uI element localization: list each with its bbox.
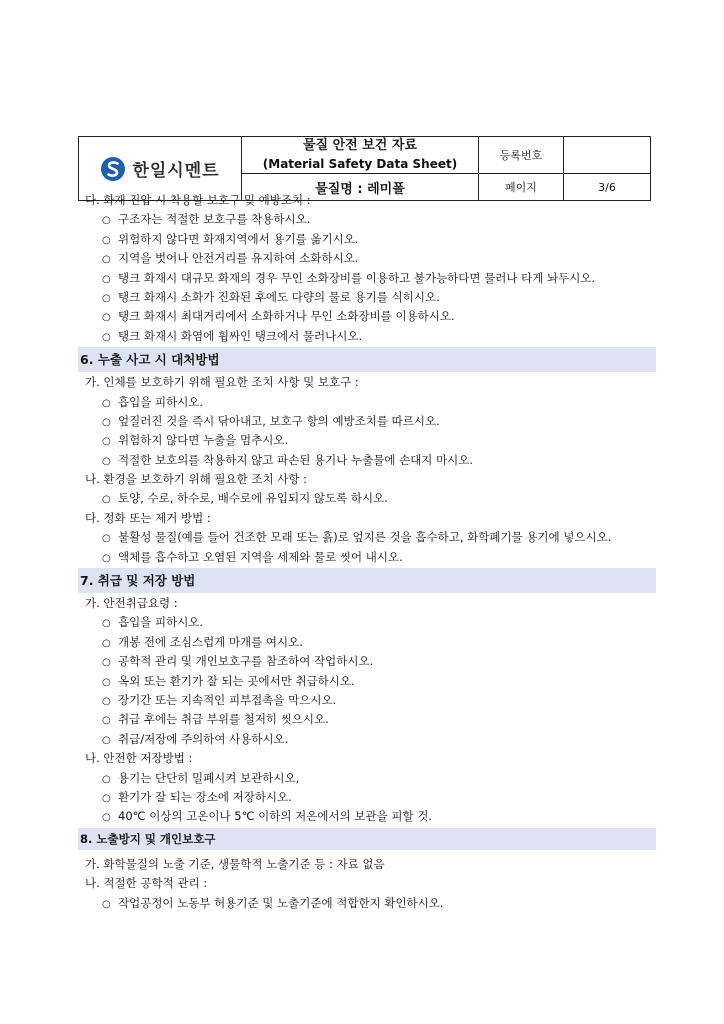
fire-list	[78, 210, 656, 346]
list-item-text: 취급 후에는 취급 부위를 철저히 씻으시오.	[118, 712, 329, 727]
list-item-text: 탱크 화재시 소화가 진화된 후에도 다량의 물로 용기를 식히시오.	[118, 289, 440, 304]
s6-b-heading: 나. 환경을 보호하기 위해 필요한 조치 사항 :	[85, 472, 307, 487]
bullet-icon: ○	[102, 397, 111, 409]
bullet-icon: ○	[102, 533, 111, 545]
list-item-text: 엎질러진 것을 즉시 닦아내고, 보호구 항의 예방조치를 따르시오.	[118, 413, 440, 428]
company-name: 한일시멘트	[132, 161, 220, 181]
list-item	[78, 894, 656, 913]
list-item-text: 작업공정이 노동부 허용기준 및 노출기준에 적합한지 확인하시오.	[118, 895, 444, 910]
list-item	[78, 548, 656, 567]
registration-value	[564, 137, 651, 174]
company-logo-icon	[100, 156, 126, 182]
list-item	[78, 249, 656, 268]
list-item	[78, 327, 656, 346]
bullet-icon: ○	[102, 494, 111, 506]
list-item	[78, 769, 656, 788]
bullet-icon: ○	[102, 273, 111, 285]
list-item-text: 장기간 또는 지속적인 피부접촉을 막으시오.	[118, 692, 337, 707]
bullet-icon: ○	[102, 657, 111, 669]
bullet-icon: ○	[102, 455, 111, 467]
s7-b-list	[78, 769, 656, 827]
list-item-text: 적절한 보호의를 착용하지 않고 파손된 용기나 누출물에 손대지 마시오.	[118, 452, 474, 467]
bullet-icon: ○	[102, 254, 111, 266]
document-body	[78, 191, 656, 913]
list-item	[78, 807, 656, 826]
section-6-title: 6. 누출 사고 시 대처방법	[78, 347, 656, 372]
list-item	[78, 730, 656, 749]
bullet-icon: ○	[102, 552, 111, 564]
bullet-icon: ○	[102, 695, 111, 707]
list-item	[78, 633, 656, 652]
material-name: 물질명 : 레미폴	[242, 174, 479, 201]
bullet-icon: ○	[102, 676, 111, 688]
s6-a-list	[78, 393, 656, 471]
list-item	[78, 613, 656, 632]
s6-c-list	[78, 528, 656, 567]
list-item-text: 환기가 잘 되는 장소에 저장하시오.	[118, 789, 292, 804]
list-item	[78, 412, 656, 431]
title-english: (Material Safety Data Sheet)	[262, 157, 458, 171]
list-item	[78, 431, 656, 450]
list-item-text: 흡입을 피하시오.	[118, 615, 204, 630]
list-item-text: 공학적 관리 및 개인보호구를 참조하여 작업하시오.	[118, 654, 374, 669]
list-item-text: 옥외 또는 환기가 잘 되는 곳에서만 취급하시오.	[118, 673, 355, 688]
list-item	[78, 269, 656, 288]
bullet-icon: ○	[102, 637, 111, 649]
list-item-text: 위험하지 않다면 누출을 멈추시오.	[118, 433, 289, 448]
fire-heading: 다. 화재 진압 시 착용할 보호구 및 예방조치 :	[85, 193, 311, 207]
bullet-icon: ○	[102, 234, 111, 246]
list-item-text: 위험하지 않다면 화재지역에서 용기를 옮기시오.	[118, 231, 359, 246]
list-item-text: 개봉 전에 조심스럽게 마개를 여시오.	[118, 634, 303, 649]
list-item-text: 토양, 수로, 하수로, 배수로에 유입되지 않도록 하시오.	[118, 491, 388, 506]
page-label: 페이지	[479, 174, 564, 201]
section-7-title: 7. 취급 및 저장 방법	[78, 568, 656, 593]
s6-c-heading: 다. 정화 또는 제거 방법 :	[85, 510, 211, 525]
list-item	[78, 451, 656, 470]
list-item-text: 용기는 단단히 밀폐시켜 보관하시오,	[118, 770, 300, 785]
bullet-icon: ○	[102, 792, 111, 804]
registration-label: 등록번호	[479, 137, 564, 174]
list-item	[78, 528, 656, 547]
bullet-icon: ○	[102, 618, 111, 630]
document-title	[242, 137, 479, 174]
s8-b-heading: 나. 적절한 공학적 관리 :	[85, 876, 208, 891]
list-item	[78, 788, 656, 807]
list-item	[78, 288, 656, 307]
s7-a-list	[78, 613, 656, 749]
bullet-icon: ○	[102, 898, 111, 910]
s7-b-heading: 나. 안전한 저장방법 :	[85, 751, 193, 766]
s8-a-line: 가. 화학물질의 노출 기준, 생물학적 노출기준 등 : 자료 없음	[85, 856, 385, 871]
list-item-text: 취급/저장에 주의하여 사용하시오.	[118, 731, 289, 746]
s8-b-list	[78, 894, 656, 913]
page-number: 3/6	[564, 174, 651, 201]
list-item-text: 액체를 흡수하고 오염된 지역을 세제와 물로 씻어 내시오.	[118, 549, 403, 564]
list-item-text: 불활성 물질(예를 들어 건조한 모래 또는 흙)로 엎지른 것을 흡수하고, 화학폐기물 용기에 넣으시오.	[118, 530, 612, 545]
list-item-text: 40℃ 이상의 고온이나 5℃ 이하의 저온에서의 보관을 피할 것.	[118, 809, 432, 824]
list-item-text: 구조자는 적절한 보호구를 착용하시오.	[118, 212, 311, 227]
list-item-text: 지역을 벗어나 안전거리를 유지하여 소화하시오.	[118, 251, 359, 266]
s6-a-heading: 가. 인체를 보호하기 위해 필요한 조치 사항 및 보호구 :	[85, 375, 359, 390]
list-item-text: 탱크 화재시 최대거리에서 소화하거나 무인 소화장비를 이용하시오.	[118, 309, 455, 324]
list-item	[78, 710, 656, 729]
list-item-text: 탱크 화재시 화염에 휩싸인 탱크에서 물러나시오.	[118, 328, 363, 343]
bullet-icon: ○	[102, 734, 111, 746]
bullet-icon: ○	[102, 312, 111, 324]
s7-a-heading: 가. 안전취급요령 :	[85, 596, 178, 611]
list-item-text: 탱크 화재시 대규모 화재의 경우 무인 소화장비를 이용하고 불가능하다면 물러나 타게 놔두시오.	[118, 270, 596, 285]
list-item	[78, 393, 656, 412]
bullet-icon: ○	[102, 812, 111, 824]
list-item	[78, 230, 656, 249]
section-8-title: 8. 노출방지 및 개인보호구	[78, 828, 656, 850]
list-item	[78, 307, 656, 326]
list-item	[78, 672, 656, 691]
title-korean: 물질 안전 보건 자료	[302, 138, 418, 153]
bullet-icon: ○	[102, 773, 111, 785]
list-item-text: 흡입을 피하시오.	[118, 394, 204, 409]
bullet-icon: ○	[102, 715, 111, 727]
bullet-icon: ○	[102, 331, 111, 343]
bullet-icon: ○	[102, 436, 111, 448]
bullet-icon: ○	[102, 292, 111, 304]
bullet-icon: ○	[102, 215, 111, 227]
list-item	[78, 652, 656, 671]
s6-b-list	[78, 489, 656, 508]
list-item	[78, 489, 656, 508]
list-item	[78, 691, 656, 710]
list-item	[78, 210, 656, 229]
bullet-icon: ○	[102, 416, 111, 428]
